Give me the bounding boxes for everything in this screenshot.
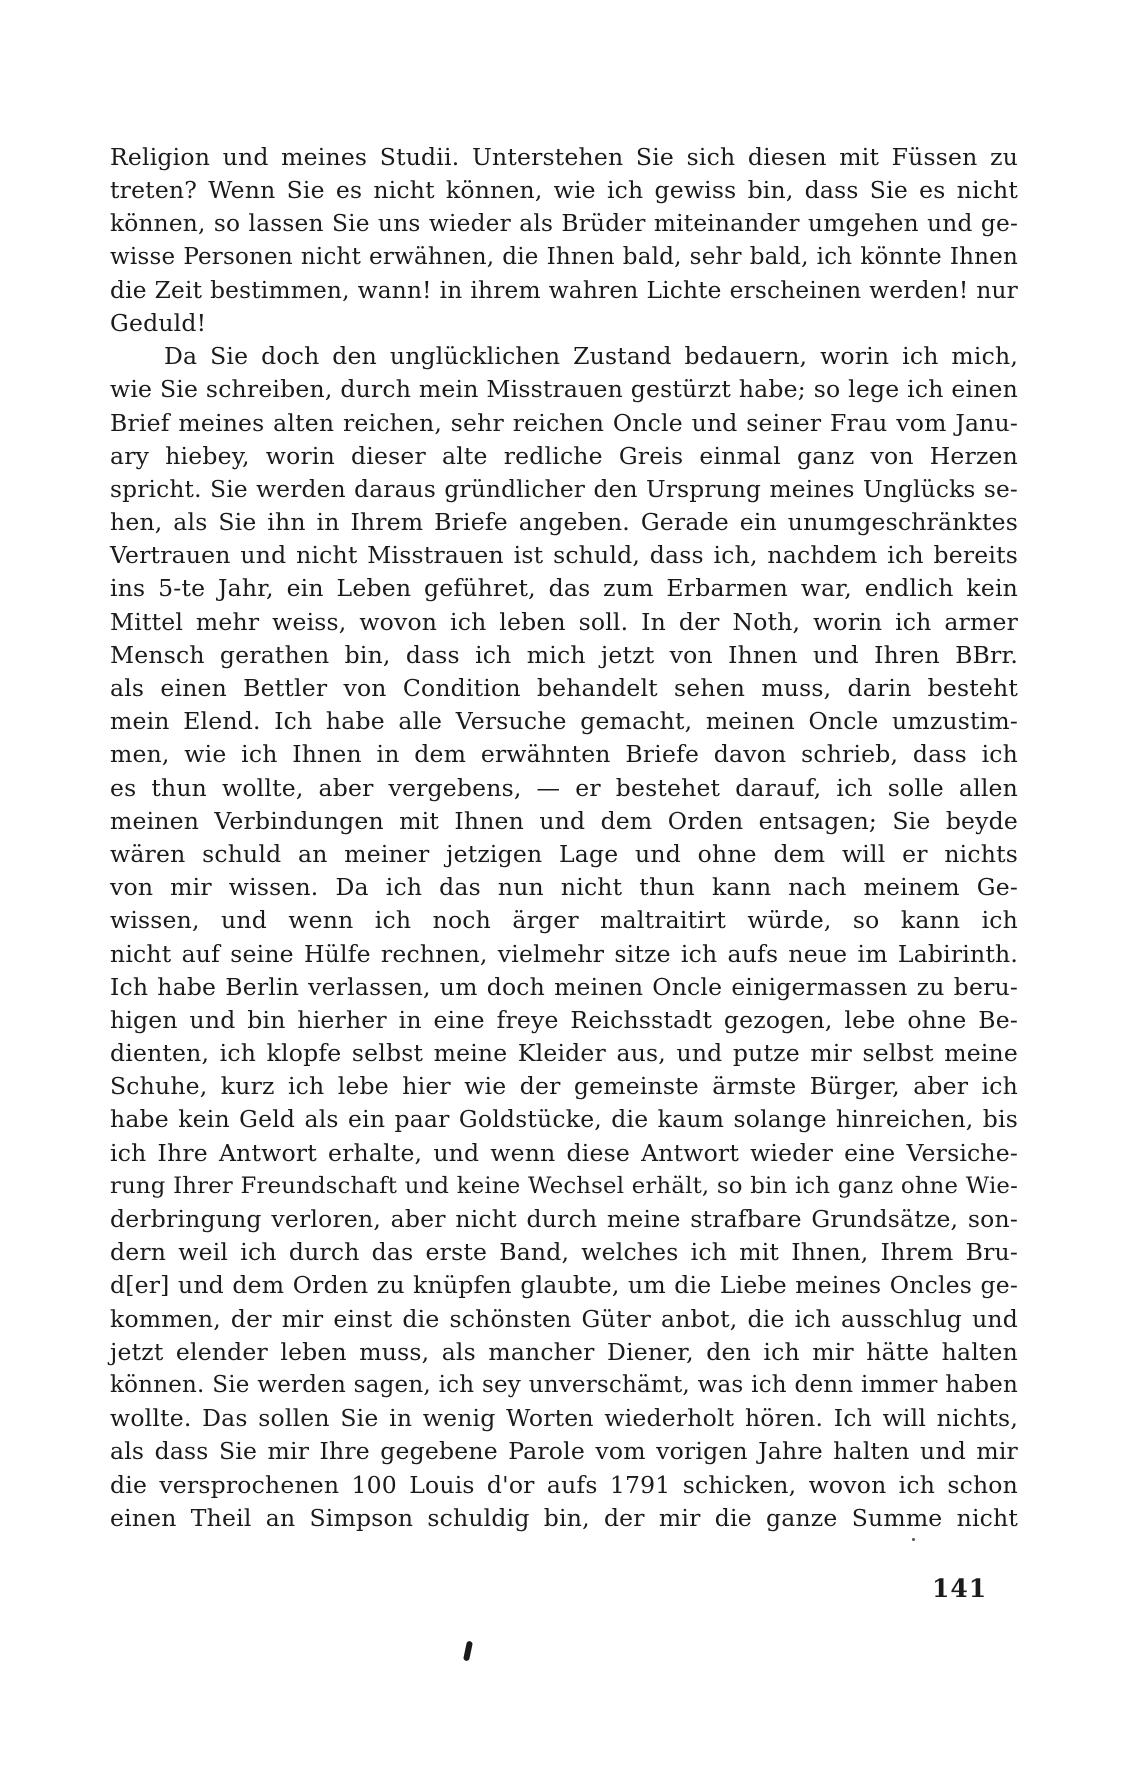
text-line: wisse Personen nicht erwähnen, die Ihnen bald, sehr bald, ich könnte Ihnen [110,243,1018,270]
text-line: ins 5-te Jahr, ein Leben geführet, das zum Erbarmen war, endlich kein [110,574,1018,603]
text-line: derbringung verloren, aber nicht durch meine strafbare Grundsätze, son- [110,1205,1018,1233]
text-line: spricht. Sie werden daraus gründlicher den Ursprung meines Unglücks se- [110,475,1018,503]
text-line: men, wie ich Ihnen in dem erwähnten Briefe davon schrieb, dass ich [110,740,1018,769]
text-line: von mir wissen. Da ich das nun nicht thun kann nach meinem Ge- [110,873,1018,902]
body-text [110,141,1018,1535]
text-line: wollte. Das sollen Sie in wenig Worten wiederholt hören. Ich will nichts, [110,1404,1018,1433]
text-line: meinen Verbindungen mit Ihnen und dem Orden entsagen; Sie beyde [110,806,1018,835]
text-line: kommen, der mir einst die schönsten Güter anbot, die ich ausschlug und [110,1304,1018,1333]
text-line: Religion und meines Studii. Unterstehen Sie sich diesen mit Füssen zu [110,143,1018,171]
text-line: können, so lassen Sie uns wieder als Brüder miteinander umgehen und ge- [110,210,1018,238]
text-line: Brief meines alten reichen, sehr reichen Oncle und seiner Frau vom Janu- [110,408,1018,437]
text-line: Da Sie doch den unglücklichen Zustand bedauern, worin ich mich, [164,342,1018,371]
text-line: Mittel mehr weiss, wovon ich leben soll. In der Noth, worin ich armer [110,607,1018,636]
text-line: wissen, und wenn ich noch ärger maltraitirt würde, so kann ich [110,906,1018,935]
paragraph [110,141,1018,340]
text-line: Ich habe Berlin verlassen, um doch meinen Oncle einigermassen zu beru- [110,972,1018,1001]
text-line: dern weil ich durch das erste Band, welches ich mit Ihnen, Ihrem Bru- [110,1238,1018,1267]
text-line: Vertrauen und nicht Misstrauen ist schuld, dass ich, nachdem ich bereits [110,541,1018,570]
text-line: hen, als Sie ihn in Ihrem Briefe angeben. Gerade ein unumgeschränktes [110,508,1018,537]
text-line: als dass Sie mir Ihre gegebene Parole vom vorigen Jahre halten und mir [110,1437,1018,1466]
text-line: wären schuld an meiner jetzigen Lage und ohne dem will er nichts [110,839,1018,868]
text-line: einen Theil an Simpson schuldig bin, der mir die ganze Summe nicht [110,1503,1018,1532]
text-line: ich Ihre Antwort erhalte, und wenn diese Antwort wieder eine Versiche- [110,1138,1018,1167]
text-line: nicht auf seine Hülfe rechnen, vielmehr sitze ich aufs neue im Labirinth. [110,939,1018,968]
text-line: können. Sie werden sagen, ich sey unverschämt, was ich denn immer haben [110,1371,1018,1398]
paragraph [110,340,1018,1535]
text-line: die versprochenen 100 Louis d'or aufs 1791 schicken, wovon ich schon [110,1470,1018,1499]
text-line: die Zeit bestimmen, wann! in ihrem wahren Lichte erscheinen werden! nur [110,276,1018,304]
text-line: als einen Bettler von Condition behandelt sehen muss, darin besteht [110,674,1018,702]
text-line: higen und bin hierher in eine freye Reichsstadt gezogen, lebe ohne Be- [110,1005,1018,1034]
text-line: habe kein Geld als ein paar Goldstücke, die kaum solange hinreichen, bis [110,1105,1018,1134]
ink-speck [912,1538,915,1541]
text-line: ary hiebey, worin dieser alte redliche Greis einmal ganz von Herzen [110,441,1018,470]
text-line: es thun wollte, aber vergebens, — er bestehet darauf, ich solle allen [110,773,1018,802]
text-line: jetzt elender leben muss, als mancher Diener, den ich mir hätte halten [110,1337,1018,1366]
text-line: treten? Wenn Sie es nicht können, wie ich gewiss bin, dass Sie es nicht [110,176,1018,205]
text-line: dienten, ich klopfe selbst meine Kleider aus, und putze mir selbst meine [110,1039,1018,1068]
text-line: Schuhe, kurz ich lebe hier wie der gemeinste ärmste Bürger, aber ich [110,1072,1018,1101]
text-line: d[er] und dem Orden zu knüpfen glaubte, um die Liebe meines Oncles ge- [110,1271,1018,1300]
page-number: 141 [932,1574,988,1603]
ink-mark [463,1641,473,1662]
text-line: Geduld! [110,308,207,337]
text-line: Mensch gerathen bin, dass ich mich jetzt von Ihnen und Ihren BBrr. [110,640,1018,669]
text-line: rung Ihrer Freundschaft und keine Wechsel erhält, so bin ich ganz ohne Wie- [110,1172,1018,1199]
text-line: mein Elend. Ich habe alle Versuche gemacht, meinen Oncle umzustim- [110,707,1018,736]
text-line: wie Sie schreiben, durch mein Misstrauen gestürzt habe; so lege ich einen [110,375,1018,404]
